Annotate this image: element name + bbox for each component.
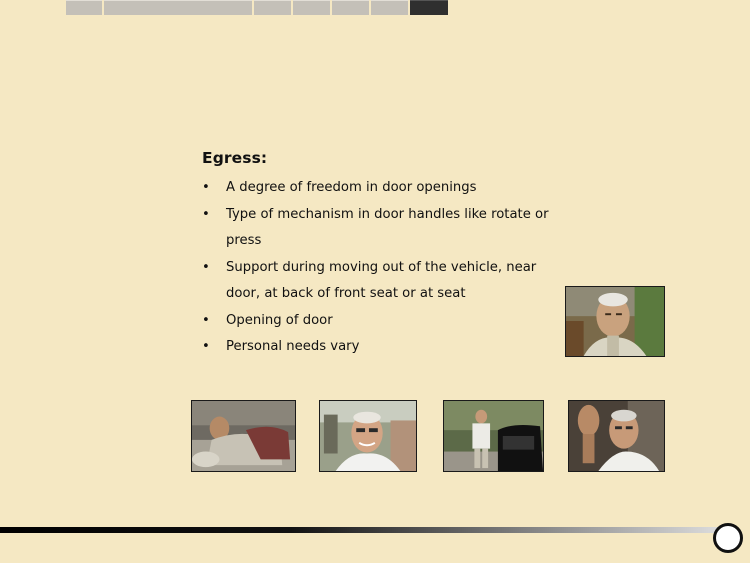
slide-title: Egress: — [202, 149, 268, 167]
bullet-dot-icon: • — [202, 312, 210, 328]
photo-elderly-man-portrait — [565, 286, 665, 357]
man-beside-car-image — [444, 401, 543, 471]
bullet-list — [202, 175, 552, 361]
bullet-dot-icon: • — [202, 180, 210, 195]
progress-segment-1[interactable] — [66, 0, 102, 15]
progress-segment-2[interactable] — [104, 0, 252, 15]
photo-man-reclining — [191, 400, 296, 472]
reclining-man-image — [192, 401, 295, 471]
bullet-item — [202, 175, 552, 202]
bullet-item — [202, 334, 552, 361]
bottom-divider-line — [0, 527, 722, 533]
progress-segment-3[interactable] — [254, 0, 291, 15]
bullet-item — [202, 255, 552, 308]
sunglasses-man-image — [320, 401, 416, 471]
bullet-text: A degree of freedom in door openings — [226, 180, 477, 195]
progress-segment-current[interactable] — [410, 0, 448, 15]
photo-man-gesturing — [568, 400, 665, 472]
next-slide-circle-button[interactable] — [713, 523, 743, 553]
bullet-item — [202, 202, 552, 255]
portrait-image — [566, 287, 664, 356]
bullet-text: Opening of door — [226, 312, 333, 328]
slide-progress-bar — [66, 0, 448, 16]
bullet-dot-icon: • — [202, 206, 210, 222]
bullet-text: Personal needs vary — [226, 339, 360, 354]
photo-man-sunglasses — [319, 400, 417, 472]
progress-segment-4[interactable] — [293, 0, 330, 15]
bullet-dot-icon: • — [202, 259, 210, 275]
bullet-text: Type of mechanism in door handles like rotate or press — [226, 206, 549, 248]
bullet-dot-icon: • — [202, 339, 210, 354]
bullet-text: Support during moving out of the vehicle, near door, at back of front seat or at seat — [226, 259, 537, 301]
photo-man-beside-car — [443, 400, 544, 472]
progress-segment-5[interactable] — [332, 0, 369, 15]
gesturing-man-image — [569, 401, 664, 471]
progress-segment-6[interactable] — [371, 0, 408, 15]
bullet-item — [202, 308, 552, 335]
